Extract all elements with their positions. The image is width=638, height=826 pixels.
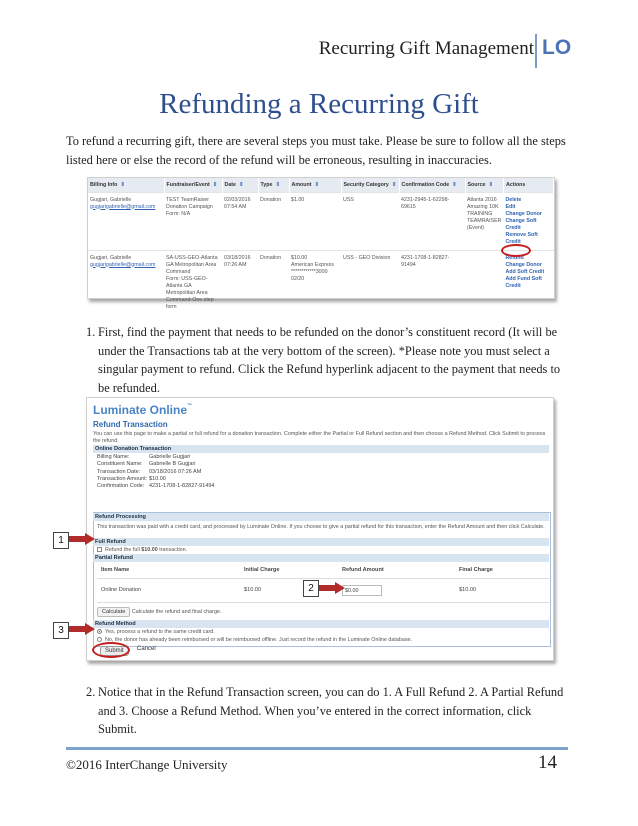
col-confirmation-code[interactable]: Confirmation Code ⇕ — [399, 178, 465, 192]
refund-transaction-screenshot — [86, 397, 554, 661]
online-donation-section-title: Online Donation Transaction — [93, 445, 549, 453]
col-billing-info[interactable]: Billing Info ⇕ — [88, 178, 164, 192]
refund-amount-input[interactable]: $0.00 — [342, 585, 382, 596]
email-link[interactable]: gugjarigabrielle@gmail.com — [90, 261, 156, 268]
sort-icon: ⇕ — [212, 181, 218, 188]
document-header-title: Recurring Gift Management — [318, 38, 534, 59]
col-actions: Actions — [503, 178, 553, 192]
sort-icon: ⇕ — [238, 181, 244, 188]
col-security-category[interactable]: Security Category ⇕ — [341, 178, 399, 192]
callout-2-arrow-icon — [319, 582, 345, 594]
step-1: 1. First, find the payment that needs to be refunded on the donor’s constituent record (It will be under the Transactions tab at the very bottom of the screen). *Please note you must select a singular payment to refund. Click the Refund hyperlink adjacent to the payment that needs to be refunded. — [86, 325, 561, 395]
refund-description: You can use this page to make a partial or full refund for a donation transaction. Complete either the Partial or Full Refund section and then choose a Refund Method. Click Submit to process the refund. — [93, 431, 546, 444]
full-refund-checkbox[interactable] — [97, 547, 102, 552]
partial-refund-table: Item Name Initial Charge Refund Amount Final Charge Online Donation $10.00 $0.00 $10.00 — [97, 563, 549, 603]
change-soft-credit-link[interactable]: Change Soft Credit — [505, 217, 537, 231]
page-number: 14 — [538, 752, 557, 773]
table-row: Gugjari, Gabrielle gugjarigabrielle@gmail.com TEST TeamRaiser Donation Campaign Form: N/A 02/03/2016 07:54 AM Donation $1.00 USS 4231-2945-1-62298-69615 Atlanta 2016 Amazing 10K TRAINING TEAMRAISER (Event) Delete Edit Change Donor Change Soft Credit Remove Soft Credit — [88, 192, 554, 250]
change-donor-link[interactable]: Change Donor — [505, 261, 542, 268]
header-course-code: LO — [542, 36, 572, 59]
refund-transaction-heading: Refund Transaction — [93, 420, 168, 429]
luminate-logo: Luminate Online™ — [93, 403, 193, 417]
refund-processing-text: This transaction was paid with a credit card, and processed by Luminate Online. If you choose to give a partial refund for this transaction, enter the Refund Amount and then click Calculate. — [97, 524, 545, 530]
col-fundraiser[interactable]: Fundraiser/Event ⇕ — [164, 178, 222, 192]
col-amount[interactable]: Amount ⇕ — [289, 178, 341, 192]
edit-link[interactable]: Edit — [505, 203, 516, 210]
sort-icon: ⇕ — [488, 181, 493, 188]
step-1-text: First, find the payment that needs to be refunded on the donor’s constituent record (It will be under the Transactions tab at the very bottom of the screen). *Please note you must select a singular payment to refund. Click the Refund hyperlink adjacent to the payment that needs to be refunded. — [98, 325, 561, 395]
refund-processing-title: Refund Processing — [93, 513, 549, 521]
sort-icon: ⇕ — [314, 181, 319, 188]
submit-highlight-circle — [92, 642, 130, 658]
footer-rule — [66, 747, 568, 750]
delete-link[interactable]: Delete — [505, 196, 522, 203]
sort-icon: ⇕ — [452, 181, 457, 188]
sort-icon: ⇕ — [275, 181, 280, 188]
sort-icon: ⇕ — [391, 181, 397, 188]
transactions-table — [88, 178, 554, 315]
add-soft-credit-link[interactable]: Add Soft Credit — [505, 268, 545, 275]
col-date[interactable]: Date ⇕ — [222, 178, 258, 192]
full-refund-title: Full Refund — [93, 538, 549, 546]
calculate-button[interactable]: Calculate — [97, 607, 130, 617]
refund-method-no[interactable]: No, the donor has already been reimbursed or will be reimbursed offline. Just record the refund in the Luminate Online database. — [97, 637, 412, 643]
radio-selected-icon[interactable] — [97, 629, 102, 634]
intro-paragraph: To refund a recurring gift, there are several steps you must take. Please be sure to follow all the steps listed here or else the record of the refund will be erroneous, resulting in inaccuracies. — [66, 134, 566, 167]
partial-refund-title: Partial Refund — [93, 554, 549, 562]
table-row: Gugjari, Gabrielle gugjarigabrielle@gmail.com SA-USS-GEO-Atlanta GA Metropolitan Area Command Form: USS-GEO-Atlanta GA Metropolitan Area Command-One step form 03/18/2016 07:26 AM Donation $10.00 American Express ************3000 02/20 USS - GEO Division 4231-1708-1-82827-91494 Refund Change Donor Add Soft Credit Add Fund Soft Credit — [88, 250, 554, 315]
table-row: Online Donation $10.00 $0.00 $10.00 — [97, 578, 549, 602]
col-source[interactable]: Source ⇕ — [465, 178, 503, 192]
transaction-details: Billing Name: Gabrielle Gugjari Constituent Name: Gabrielle B Gugjari Transaction Date: 03/18/2016 07:26 AM Transaction Amount: $10.00 Confirmation Code: 4231-1708-1-82827-91494 — [97, 454, 215, 490]
remove-soft-credit-link[interactable]: Remove Soft Credit — [505, 231, 538, 245]
cancel-button[interactable]: Cancel — [137, 646, 156, 652]
callout-1-arrow-icon — [69, 533, 95, 545]
header-separator — [535, 34, 537, 68]
refund-highlight-circle — [501, 244, 531, 257]
callout-2: 2 — [303, 580, 319, 597]
radio-icon[interactable] — [97, 637, 102, 642]
sort-icon: ⇕ — [120, 181, 125, 188]
col-type[interactable]: Type ⇕ — [258, 178, 289, 192]
email-link[interactable]: gugjarigabrielle@gmail.com — [90, 203, 156, 210]
submit-button[interactable]: Submit — [100, 646, 129, 656]
callout-3-arrow-icon — [69, 623, 95, 635]
refund-link[interactable]: Refund — [505, 254, 524, 261]
transactions-screenshot — [87, 177, 555, 310]
calculate-row: Calculate Calculate the refund and final charge. — [97, 607, 221, 617]
callout-3: 3 — [53, 622, 69, 639]
step-2-text: Notice that in the Refund Transaction screen, you can do 1. A Full Refund 2. A Partial Refund and 3. Choose a Refund Method. When you’ve entered in the correct information, click Submit. — [98, 685, 564, 737]
callout-1: 1 — [53, 532, 69, 549]
full-refund-option[interactable]: Refund the full $10.00 transaction. — [97, 547, 187, 553]
add-fund-soft-credit-link[interactable]: Add Fund Soft Credit — [505, 275, 542, 289]
refund-method-title: Refund Method — [93, 620, 549, 628]
step-2: 2. Notice that in the Refund Transaction screen, you can do 1. A Full Refund 2. A Partial Refund and 3. Choose a Refund Method. When you’ve entered in the correct information, click Submit. — [86, 685, 564, 737]
change-donor-link[interactable]: Change Donor — [505, 210, 542, 217]
refund-method-yes[interactable]: Yes, process a refund to the same credit card. — [97, 629, 215, 635]
page-title: Refunding a Recurring Gift — [159, 88, 479, 120]
footer-copyright: ©2016 InterChange University — [66, 757, 228, 772]
